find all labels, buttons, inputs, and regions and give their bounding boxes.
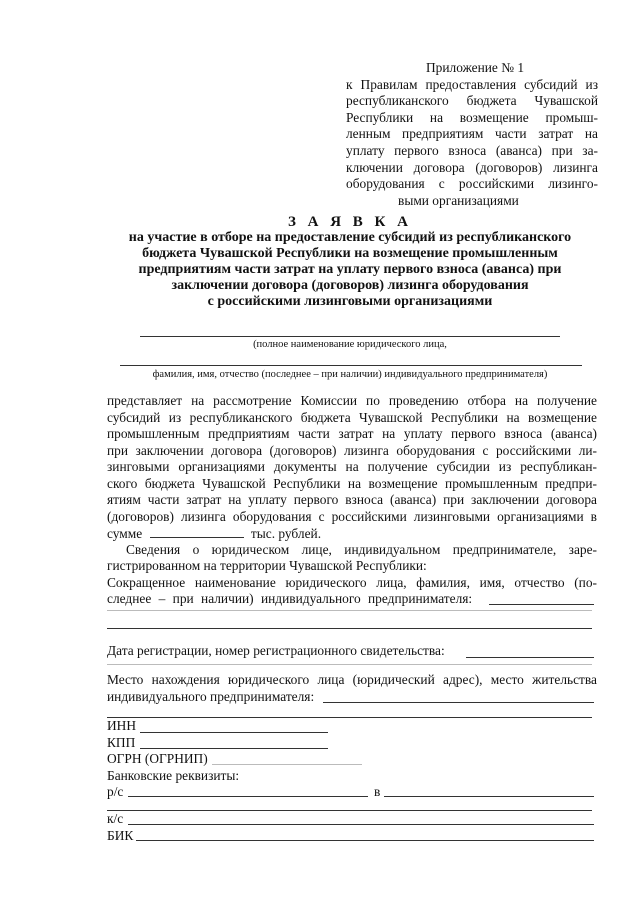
short-name-line bbox=[107, 591, 597, 608]
application-title bbox=[100, 214, 600, 310]
ip-name-caption: фамилия, имя, отчество (последнее – при наличии) индивидуального предпринимателя) bbox=[152, 369, 548, 380]
bank-name-field[interactable] bbox=[384, 796, 594, 797]
body-line: зинговыми организациями документы на получение субсидии из республикан- bbox=[107, 459, 597, 474]
appendix-line: к Правилам предоставления субсидий из bbox=[346, 76, 598, 92]
legal-name-line[interactable] bbox=[140, 336, 560, 337]
sum-field[interactable] bbox=[150, 525, 244, 538]
body-line: ского бюджета Чувашской Республики на возмещение промышленным предпри- bbox=[107, 475, 597, 491]
bank-name-field-2[interactable] bbox=[107, 810, 592, 811]
inn-field[interactable] bbox=[140, 732, 328, 733]
legal-name-caption: (полное наименование юридического лица, bbox=[253, 339, 447, 350]
appendix-line: ленным предприятиям части затрат на bbox=[346, 126, 598, 142]
sum-prefix: сумме bbox=[107, 526, 143, 541]
short-name-line: Сокращенное наименование юридического лица, фамилия, имя, отчество (по- bbox=[107, 574, 597, 590]
ks-field[interactable] bbox=[128, 824, 594, 825]
bik-field[interactable] bbox=[136, 840, 594, 841]
ogrn-field[interactable] bbox=[212, 764, 362, 765]
body-line: субсидий из республиканского бюджета Чувашской Республики на возмещение bbox=[107, 409, 597, 425]
short-name-label: следнее – при наличии) индивидуального предпринимателя: bbox=[107, 591, 473, 606]
short-name-field-3[interactable] bbox=[107, 628, 592, 629]
address-field-2[interactable] bbox=[107, 717, 592, 718]
sum-suffix: тыс. рублей. bbox=[250, 526, 322, 541]
registration-label: Дата регистрации, номер регистрационного свидетельства: bbox=[107, 643, 445, 658]
appendix-line: республиканского бюджета Чувашской bbox=[346, 93, 598, 109]
bank-label: Банковские реквизиты: bbox=[107, 767, 240, 783]
title-word: З А Я В К А bbox=[287, 214, 413, 230]
title-line: бюджета Чувашской Республики на возмещение промышленным bbox=[142, 246, 558, 261]
rs-label: р/с bbox=[107, 784, 124, 799]
body-line: (договоров) лизинга оборудования с российскими лизинговыми организациями в bbox=[107, 508, 597, 524]
appendix-block bbox=[346, 60, 598, 209]
body-line: при заключении договора (договоров) лизинга оборудования с российскими ли- bbox=[107, 442, 597, 458]
title-line: с российскими лизинговыми организациями bbox=[207, 294, 493, 309]
sum-line bbox=[107, 525, 321, 543]
body-line: представляет на рассмотрение Комиссии по проведению отбора на получение bbox=[107, 393, 597, 408]
kpp-label: КПП bbox=[107, 734, 136, 750]
appendix-line: выми организациями bbox=[398, 192, 519, 208]
inn-label: ИНН bbox=[107, 718, 137, 733]
appendix-line: Республики на возмещение промыш- bbox=[346, 109, 598, 125]
info-line: Сведения о юридическом лице, индивидуальном предпринимателе, заре- bbox=[126, 541, 597, 557]
address-line: Место нахождения юридического лица (юридический адрес), место жительства bbox=[107, 672, 597, 687]
title-line: предприятиям части затрат на уплату первого взноса (аванса) при bbox=[138, 262, 562, 277]
in-label: в bbox=[374, 784, 381, 799]
title-line: заключении договора (договоров) лизинга оборудования bbox=[171, 278, 529, 293]
short-name-field-2[interactable] bbox=[107, 610, 592, 611]
short-name-field[interactable] bbox=[489, 604, 594, 605]
bik-label: БИК bbox=[107, 827, 134, 843]
address-label: индивидуального предпринимателя: bbox=[107, 688, 315, 704]
appendix-line: уплату первого взноса (аванса) при за- bbox=[346, 142, 598, 158]
appendix-line: оборудования с российскими лизинго- bbox=[346, 176, 598, 192]
registration-field[interactable] bbox=[466, 657, 594, 658]
title-line: на участие в отборе на предоставление субсидий из республиканского bbox=[128, 230, 572, 245]
ip-name-line[interactable] bbox=[120, 365, 582, 366]
info-line: гистрированном на территории Чувашской Республики: bbox=[107, 558, 427, 573]
rs-field[interactable] bbox=[128, 796, 368, 797]
ks-label: к/с bbox=[107, 811, 124, 826]
body-line: ятиям части затрат на уплату первого взноса (аванса) при заключении договора bbox=[107, 492, 597, 507]
ogrn-label: ОГРН (ОГРНИП) bbox=[107, 751, 208, 766]
body-line: промышленным предприятиям части затрат на уплату первого взноса (аванса) bbox=[107, 426, 597, 441]
kpp-field[interactable] bbox=[140, 748, 328, 749]
registration-field-2[interactable] bbox=[107, 664, 592, 665]
appendix-number: Приложение № 1 bbox=[426, 60, 525, 75]
address-field[interactable] bbox=[323, 702, 594, 703]
appendix-line: ключении договора (договоров) лизинга bbox=[346, 159, 598, 175]
